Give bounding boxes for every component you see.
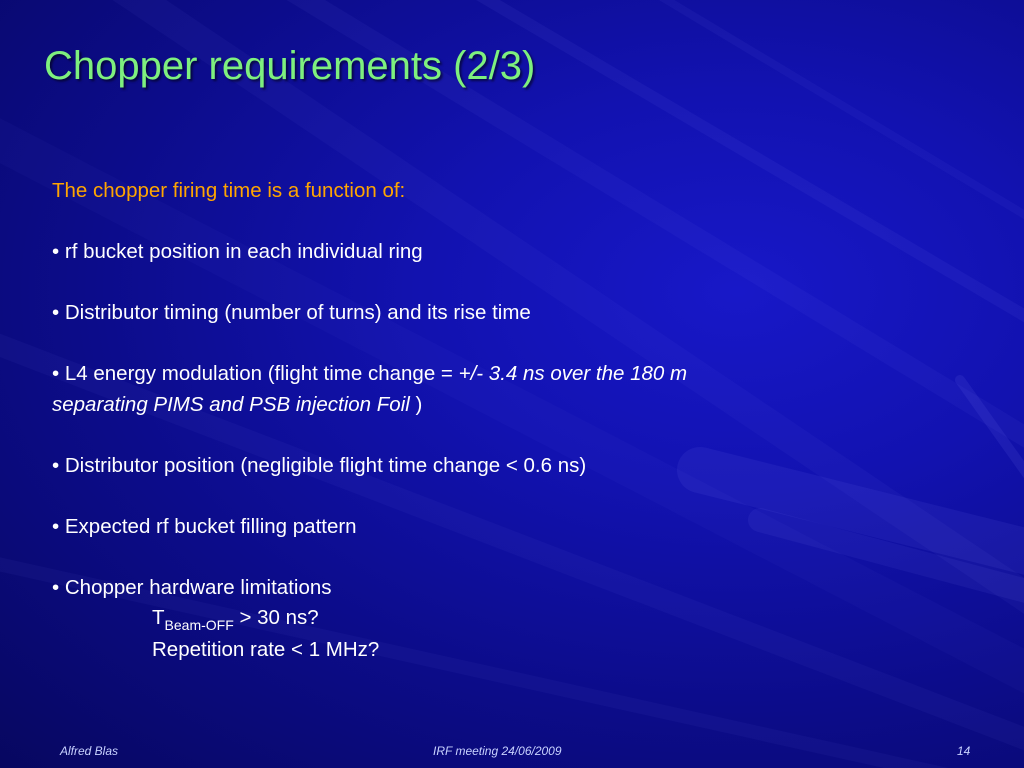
t-condition: > 30 ns? <box>233 606 319 629</box>
l4-text: • L4 energy modulation (flight time change = <box>52 362 459 385</box>
l4-italic-part-2: separating PIMS and PSB injection Foil <box>52 392 410 416</box>
spacer <box>52 207 872 238</box>
l4-closing: ) <box>409 392 423 416</box>
bullet-hardware-limitations: • Chopper hardware limitations <box>52 575 332 599</box>
sub-item-repetition-rate: Repetition rate < 1 MHz? <box>152 637 380 661</box>
intro-text: The chopper firing time is a function of: <box>52 179 406 202</box>
t-symbol: T <box>152 606 165 629</box>
spacer <box>52 542 872 573</box>
bullet-distributor-position: • Distributor position (negligible flight time change < 0.6 ns) <box>52 453 587 477</box>
bullet-rf-bucket-position: • rf bucket position in each individual ring <box>52 240 423 263</box>
slide-body <box>52 176 872 665</box>
l4-italic-part-1: +/- 3.4 ns over the 180 m <box>458 362 688 385</box>
footer-event: IRF meeting 24/06/2009 <box>433 744 562 758</box>
t-subscript: Beam-OFF <box>164 617 234 633</box>
footer-author: Alfred Blas <box>60 744 119 758</box>
spacer <box>52 420 872 451</box>
sub-item-beam-off-time <box>52 603 872 635</box>
bullet-l4-energy-modulation <box>52 359 872 420</box>
page-number: 14 <box>957 744 971 758</box>
spacer <box>52 329 872 360</box>
spacer <box>52 268 872 299</box>
spacer <box>52 481 872 512</box>
bullet-filling-pattern: • Expected rf bucket filling pattern <box>52 514 357 538</box>
slide-title: Chopper requirements (2/3) <box>44 44 536 88</box>
bullet-distributor-timing: • Distributor timing (number of turns) and its rise time <box>52 301 531 324</box>
